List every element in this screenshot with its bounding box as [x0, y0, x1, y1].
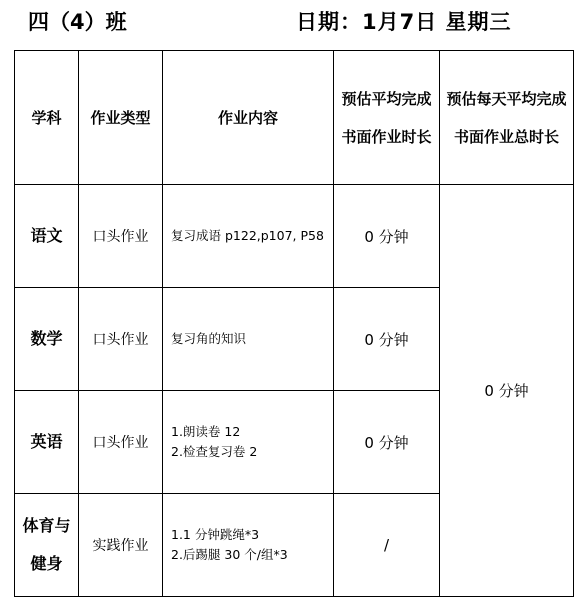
header-subject: 学科 [15, 51, 79, 185]
total-time-cell: 0 分钟 [440, 185, 574, 597]
time-cell: 0 分钟 [334, 288, 440, 391]
subject-cell: 体育与健身 [15, 494, 79, 597]
content-line: 2.检查复习卷 2 [171, 444, 258, 459]
content-cell [163, 391, 334, 494]
content-line: 复习角的知识 [171, 331, 247, 346]
table-header-row [15, 51, 574, 185]
type-cell: 口头作业 [79, 288, 163, 391]
content-line: 1.1 分钟跳绳*3 [171, 527, 260, 542]
header-total-time: 预估每天平均完成书面作业总时长 [440, 51, 574, 185]
time-cell: 0 分钟 [334, 185, 440, 288]
time-cell: / [334, 494, 440, 597]
page-header [0, 4, 586, 34]
content-line: 1.朗读卷 12 [171, 424, 241, 439]
homework-table [14, 50, 574, 597]
subject-cell: 数学 [15, 288, 79, 391]
content-cell [163, 185, 334, 288]
subject-cell: 英语 [15, 391, 79, 494]
content-line: 2.后踢腿 30 个/组*3 [171, 547, 288, 562]
type-cell: 实践作业 [79, 494, 163, 597]
table-row [15, 185, 574, 288]
time-cell: 0 分钟 [334, 391, 440, 494]
date-weekday: 日期：1月7日 星期三 [296, 10, 512, 34]
class-name: 四（4）班 [28, 10, 127, 34]
header-content: 作业内容 [163, 51, 334, 185]
header-type: 作业类型 [79, 51, 163, 185]
type-cell: 口头作业 [79, 185, 163, 288]
type-cell: 口头作业 [79, 391, 163, 494]
subject-cell: 语文 [15, 185, 79, 288]
content-line: 复习成语 p122,p107, P58 [171, 228, 324, 243]
content-cell [163, 288, 334, 391]
header-avg-time: 预估平均完成书面作业时长 [334, 51, 440, 185]
content-cell [163, 494, 334, 597]
